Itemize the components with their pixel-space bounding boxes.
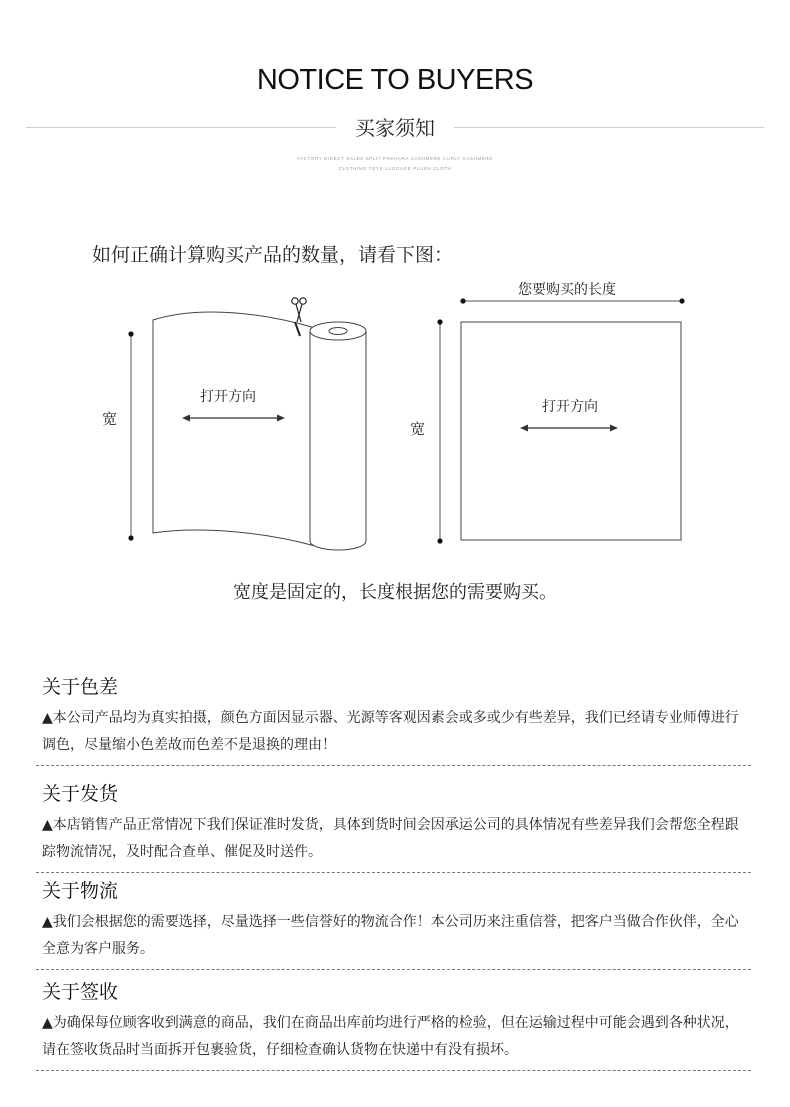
page-title: NOTICE TO BUYERS	[256, 64, 534, 96]
section-heading: 关于签收	[42, 981, 119, 1003]
dashed-divider	[36, 872, 751, 873]
tagline-line-2: CLOTHING TOYS LUGGAGE PLUSH CLOTH	[338, 166, 452, 171]
section-color-difference	[36, 672, 751, 766]
tagline-line-1: FACTORY DIRECT SALES SPLIT POKHARA CASHMERE CURLY CASHMERE	[297, 156, 493, 161]
section-shipping	[36, 779, 751, 873]
right-figure-fabric-sheet	[437, 298, 684, 543]
quantity-diagram	[0, 280, 790, 570]
section-body: ▲我们会根据您的需要选择，尽量选择一些信誉好的物流合作！本公司历来注重信誉，把客户当做合作伙伴，全心全意为客户服务。	[42, 914, 739, 957]
section-heading: 关于色差	[42, 676, 119, 698]
purchase-length-label: 您要购买的长度	[518, 282, 616, 298]
section-heading: 关于发货	[42, 783, 119, 805]
section-body: ▲本公司产品均为真实拍摄，颜色方面因显示器、光源等客观因素会或多或少有些差异，我们已经请专业师傅进行调色，尽量缩小色差故而色差不是退换的理由！	[42, 710, 739, 753]
right-width-label: 宽	[410, 420, 426, 438]
divider-right	[454, 127, 764, 128]
width-fixed-note: 宽度是固定的，长度根据您的需要购买。	[233, 582, 557, 603]
section-body: ▲本店销售产品正常情况下我们保证准时发货，具体到货时间会因承运公司的具体情况有些差异我们会帮您全程跟踪物流情况，及时配合查单、催促及时送件。	[42, 817, 739, 860]
dashed-divider	[36, 969, 751, 970]
section-body: ▲为确保每位顾客收到满意的商品，我们在商品出库前均进行严格的检验，但在运输过程中可能会遇到各种状况，请在签收货品时当面拆开包裹验货，仔细检查确认货物在快递中有没有损坏。	[42, 1015, 739, 1058]
left-width-label: 宽	[102, 410, 118, 428]
dashed-divider	[36, 765, 751, 766]
left-figure-fabric-roll	[128, 312, 366, 550]
left-direction-label: 打开方向	[200, 389, 256, 405]
section-receipt	[36, 977, 751, 1071]
page-subtitle: 买家须知	[355, 116, 435, 140]
subtitle-row	[26, 112, 764, 142]
quantity-question: 如何正确计算购买产品的数量，请看下图：	[92, 244, 454, 266]
section-logistics	[36, 876, 751, 970]
section-heading: 关于物流	[42, 880, 119, 902]
dashed-divider	[36, 1070, 751, 1071]
right-direction-label: 打开方向	[542, 399, 598, 415]
